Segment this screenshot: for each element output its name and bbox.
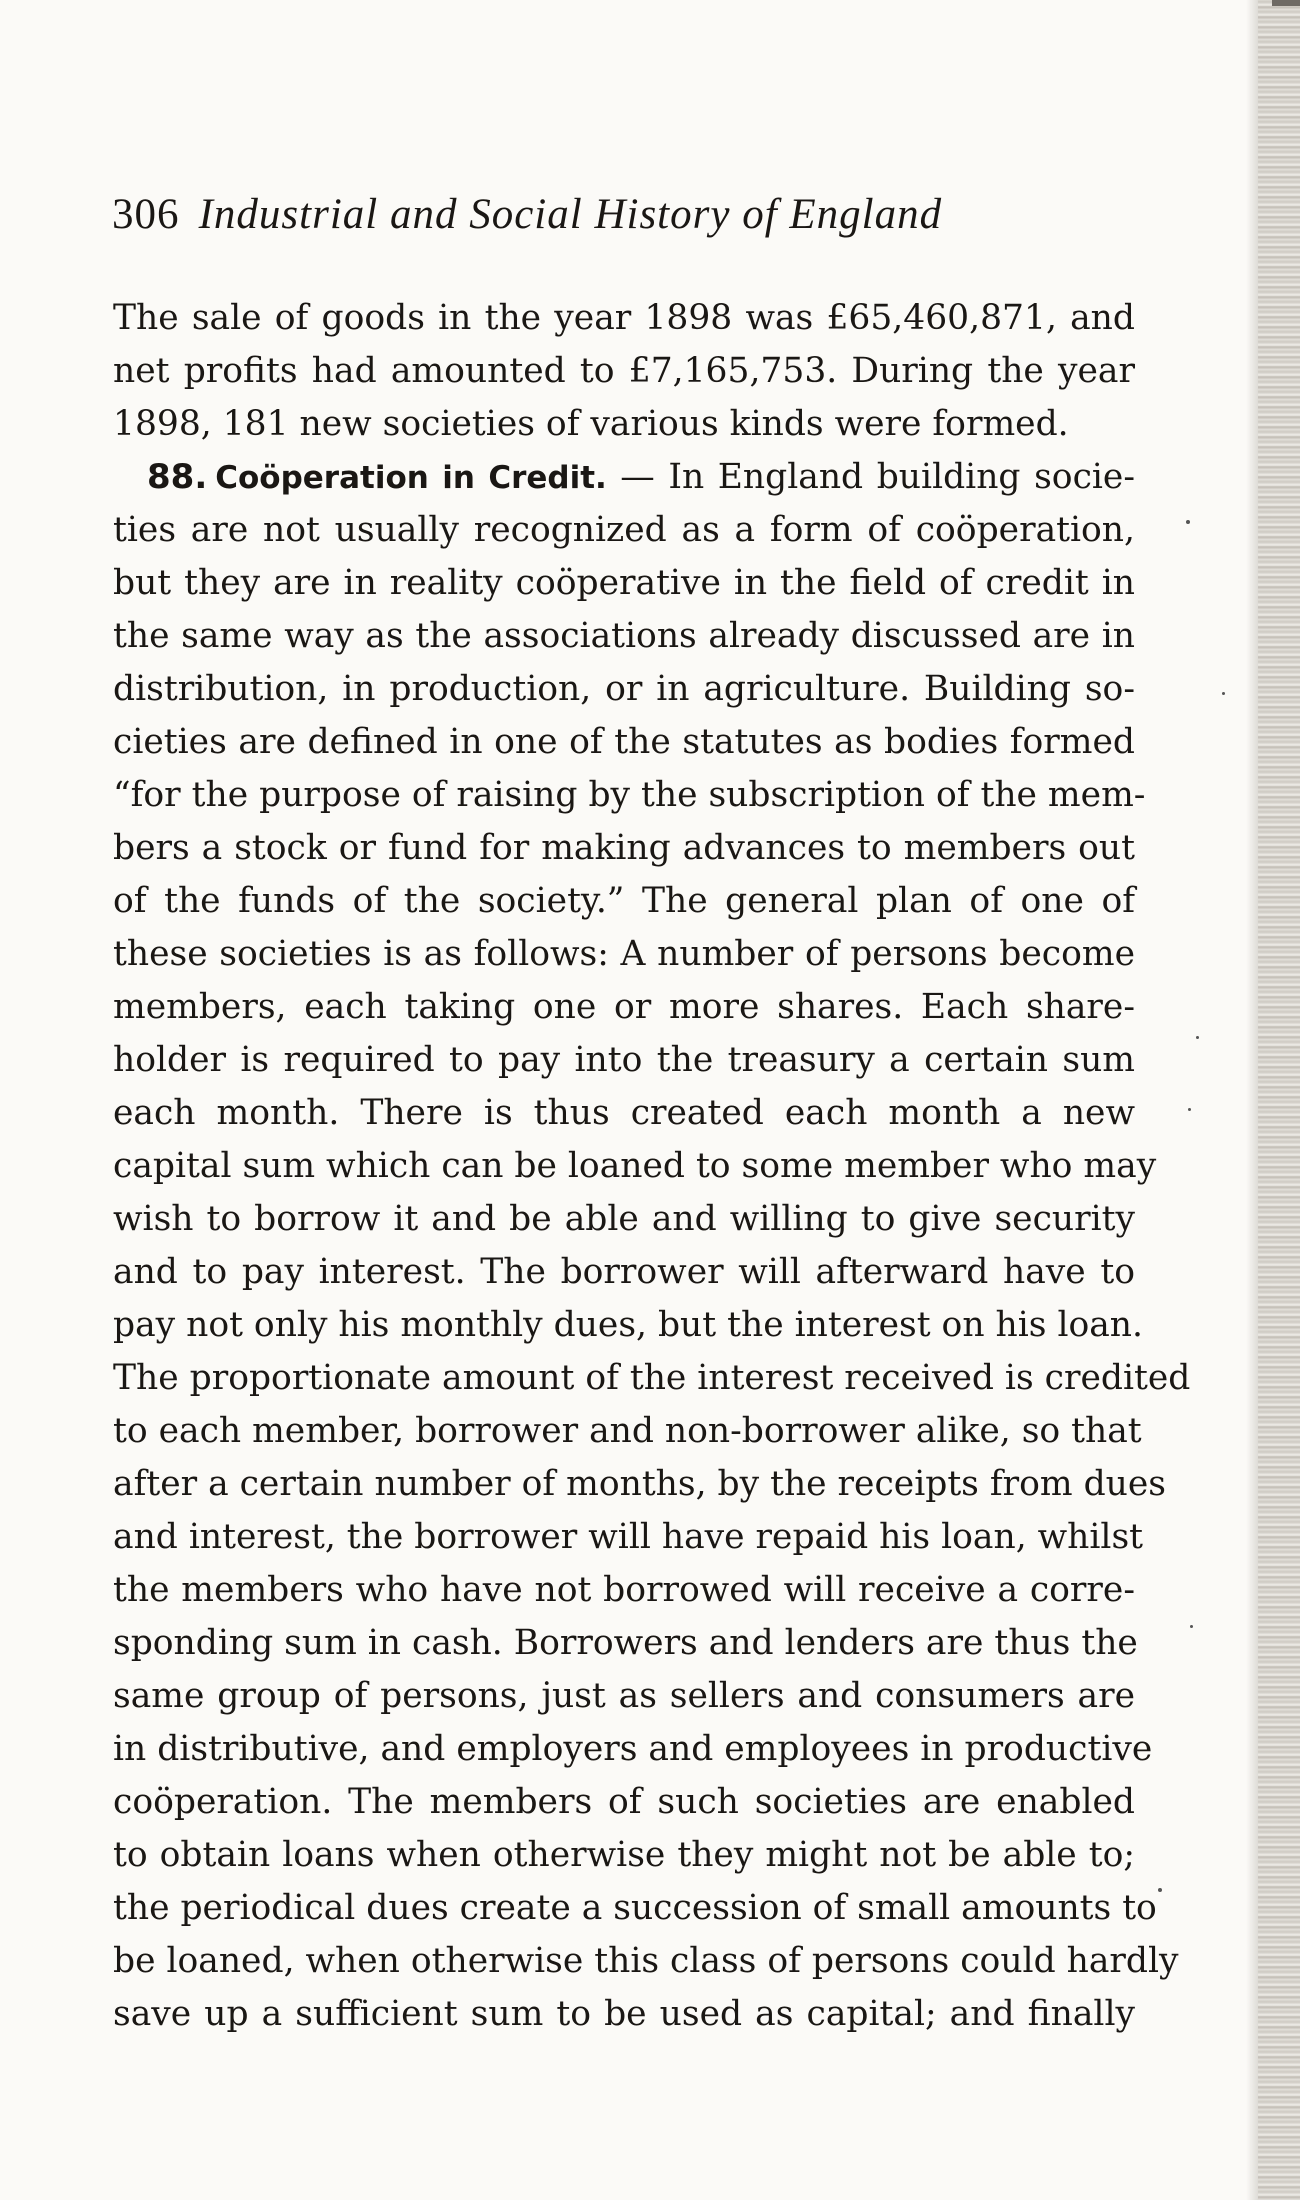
page-edge-shadow [1258,0,1300,2200]
text-line: net profits had amounted to £7,165,753. During the year [113,351,1135,391]
text-line: bers a stock or fund for making advances to members out [113,828,1135,868]
text-line: be loaned, when otherwise this class of persons could hardly [113,1941,1179,1981]
section-intro-text: — In England building socie- [620,457,1136,497]
running-title: Industrial and Social History of England [198,191,943,238]
section-number: 88. [147,457,208,497]
page-number: 306 [112,191,180,238]
text-line: members, each taking one or more shares. Each share- [113,987,1135,1027]
text-line: save up a sufficient sum to be used as capital; and finally [113,1994,1135,2034]
scan-speck [1190,1625,1193,1628]
text-line: and to pay interest. The borrower will afterward have to [113,1252,1135,1292]
text-line: capital sum which can be loaned to some member who may [113,1146,1157,1186]
text-line: “for the purpose of raising by the subscription of the mem- [113,775,1146,815]
text-line: 1898, 181 new societies of various kinds were formed. [113,404,1069,444]
text-line: in distributive, and employers and employees in productive [113,1729,1153,1769]
text-line: and interest, the borrower will have repaid his loan, whilst [113,1517,1144,1557]
scan-speck [1186,520,1190,524]
text-line: but they are in reality coöperative in the field of credit in [113,563,1135,603]
text-line: The sale of goods in the year 1898 was £65,460,871, and [113,298,1135,338]
running-header [112,190,1112,260]
text-line: to obtain loans when otherwise they might not be able to; [113,1835,1135,1875]
scan-speck [1188,1108,1191,1111]
section-first-line [113,451,1135,504]
text-line: the same way as the associations already discussed are in [113,616,1135,656]
text-line: after a certain number of months, by the receipts from dues [113,1464,1166,1504]
main-text [113,292,1191,2041]
text-line: to each member, borrower and non-borrower alike, so that [113,1411,1142,1451]
scan-speck [1196,1036,1199,1039]
text-line: cieties are defined in one of the statutes as bodies formed [113,722,1135,762]
text-line: sponding sum in cash. Borrowers and lenders are thus the [113,1623,1138,1663]
text-line: The proportionate amount of the interest received is credited [113,1358,1191,1398]
text-line: same group of persons, just as sellers and consumers are [113,1676,1135,1716]
scan-edge-mark [1272,0,1300,6]
text-line: wish to borrow it and be able and willing to give security [113,1199,1135,1239]
scan-speck [1158,1888,1162,1892]
section-title: Coöperation in Credit. [215,460,607,496]
text-line: the members who have not borrowed will receive a corre- [113,1570,1135,1610]
text-line: these societies is as follows: A number of persons become [113,934,1135,974]
text-line: pay not only his monthly dues, but the interest on his loan. [113,1305,1143,1345]
text-line: ties are not usually recognized as a form of coöperation, [113,510,1135,550]
text-line: holder is required to pay into the treasury a certain sum [113,1040,1135,1080]
scan-speck [1222,692,1225,695]
text-line: coöperation. The members of such societies are enabled [113,1782,1135,1822]
text-line: of the funds of the society.” The general plan of one of [113,881,1135,921]
text-line: distribution, in production, or in agriculture. Building so- [113,669,1135,709]
section-heading [147,457,620,497]
text-line: each month. There is thus created each month a new [113,1093,1135,1133]
text-line: the periodical dues create a succession of small amounts to [113,1888,1157,1928]
